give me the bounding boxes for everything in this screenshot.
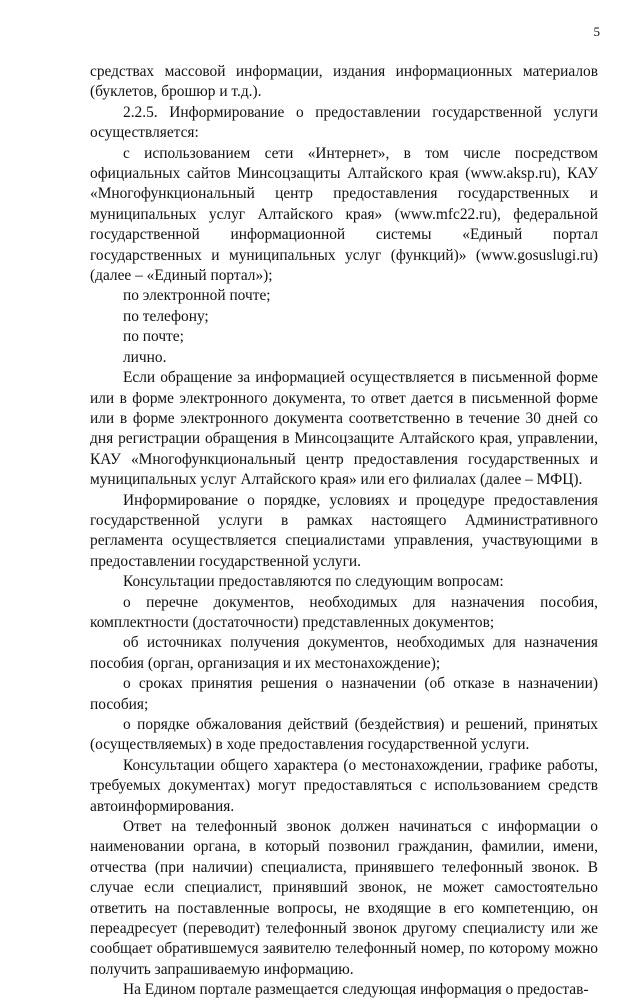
- list-item-decision-terms: о сроках принятия решения о назначении (об отказе в назначении) пособия;: [90, 675, 598, 713]
- paragraph-phone-call-answer: Ответ на телефонный звонок должен начинаться с информации о наименовании органа, в который позвонил гражданин, фамилии, имени, отчества (при наличии) специалиста, принявшего телефонный звонок. В случае если специалист, принявший звонок, не может самостоятельно ответить на поставленные вопросы, не входящие в его компетенцию, он переадресует (переводит) телефонный звонок другому специалисту или же сообщает обратившемуся заявителю телефонный номер, по которому можно получить запрашиваемую информацию.: [90, 818, 598, 978]
- paragraph-written-request: Если обращение за информацией осуществляется в письменной форме или в форме электронного документа, то ответ дается в письменной форме или в форме электронного документа соответственно в течение 30 дней со дня регистрации обращения в Минсоцзащите Алтайского края, управлении, КАУ «Многофункциональный центр предоставления государственных и муниципальных услуг Алтайского края» или его филиалах (далее – МФЦ).: [90, 369, 598, 489]
- list-item-document-list: о перечне документов, необходимых для назначения пособия, комплектности (достаточности) представленных документов;: [90, 593, 598, 631]
- list-item-mail: по почте;: [123, 328, 184, 346]
- list-item-appeal-procedure: о порядке обжалования действий (бездействия) и решений, принятых (осуществляемых) в ходе предоставления государственной услуги.: [90, 716, 598, 754]
- list-item-phone: по телефону;: [123, 307, 209, 325]
- paragraph-unified-portal: На Едином портале размещается следующая информация о предостав-: [123, 981, 589, 999]
- page-number: 5: [593, 24, 600, 39]
- paragraph-informing-procedure: Информирование о порядке, условиях и процедуре предоставления государственной услуги в рамках настоящего Административного регламента осуществляется специалистами управления, участвующими в предоставлении государственной услуги.: [90, 491, 598, 570]
- paragraph-media-continuation: средствах массовой информации, издания информационных материалов (буклетов, брошюр и т.д.).: [90, 63, 598, 101]
- paragraph-consultation-topics: Консультации предоставляются по следующим вопросам:: [123, 573, 504, 591]
- list-item-email: по электронной почте;: [123, 287, 271, 305]
- list-item-document-sources: об источниках получения документов, необходимых для назначения пособия (орган, организация и их местонахождение);: [90, 634, 598, 672]
- paragraph-general-consultations: Консультации общего характера (о местонахождении, графике работы, требуемых документах) могут предоставляться с использованием средств автоинформирования.: [90, 756, 598, 815]
- paragraph-section-2-2-5: 2.2.5. Информирование о предоставлении государственной услуги осуществляется:: [90, 103, 598, 142]
- paragraph-internet-sites: с использованием сети «Интернет», в том числе посредством официальных сайтов Минсоцзащиты Алтайского края (www.aksp.ru), КАУ «Многофункциональный центр предоставления государственных и муниципальных услуг Алтайского края» (www.mfc22.ru), федеральной государственной информационной системы «Единый портал государственных и муниципальных услуг (функций)» (www.gosuslugi.ru) (далее – «Единый портал»);: [90, 144, 598, 285]
- document-body: [90, 62, 598, 1001]
- list-item-in-person: лично.: [123, 348, 167, 366]
